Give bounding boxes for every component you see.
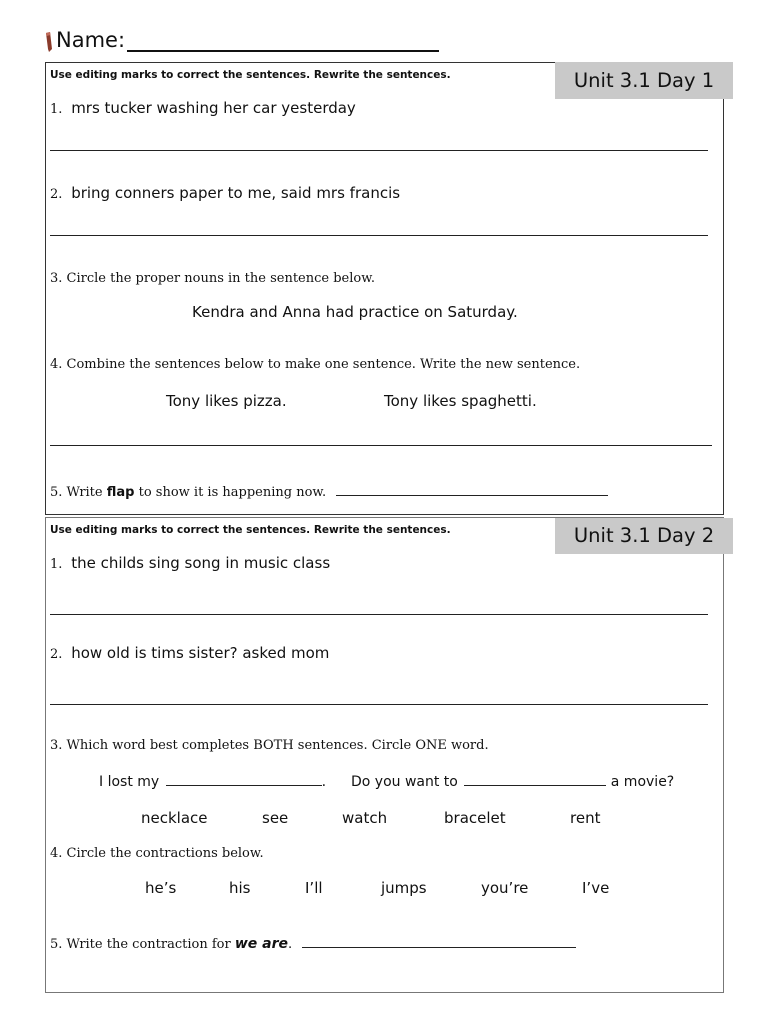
day1-worksheet [45,62,724,515]
day1-instructions: Use editing marks to correct the sentences. Rewrite the sentences. [50,69,451,81]
day2-q5: 5. Write the contraction for we are. [50,935,576,952]
day2-q1: 1. the childs sing song in music class [50,554,331,572]
day2-q5-word: we are [234,936,288,952]
day2-instructions: Use editing marks to correct the sentences. Rewrite the sentences. [50,524,451,536]
day1-q1-text: mrs tucker washing her car yesterday [71,99,356,117]
pencil-icon [45,32,53,52]
day2-q4-choice-jumps[interactable]: jumps [381,879,427,897]
day1-q1: 1. mrs tucker washing her car yesterday [50,99,356,117]
day2-q4-choice-youre[interactable]: you’re [481,879,529,897]
day2-q4-choice-hes[interactable]: he’s [145,879,177,897]
day2-q2-answer-line[interactable] [50,704,708,705]
day2-q4-choice-ill[interactable]: I’ll [305,879,323,897]
name-input-line[interactable] [127,30,439,52]
day2-q2-text: how old is tims sister? asked mom [71,644,330,662]
day2-q1-answer-line[interactable] [50,614,708,615]
day1-q2: 2. bring conners paper to me, said mrs francis [50,184,401,202]
day2-q3-choice-watch[interactable]: watch [342,809,388,827]
day2-worksheet [45,517,724,993]
day1-q3-prompt: 3. Circle the proper nouns in the sentence below. [50,271,375,286]
day2-q4-prompt: 4. Circle the contractions below. [50,846,264,861]
day2-q3-blank-b[interactable] [464,773,606,786]
day1-q4-prompt: 4. Combine the sentences below to make one sentence. Write the new sentence. [50,357,581,372]
day1-q2-text: bring conners paper to me, said mrs francis [71,184,401,202]
day2-q5-answer-blank[interactable] [302,935,576,948]
day1-unit-badge: Unit 3.1 Day 1 [555,62,733,99]
day1-q5: 5. Write flap to show it is happening now. [50,483,608,500]
day2-q3-choice-necklace[interactable]: necklace [141,809,208,827]
name-label: Name: [56,28,126,52]
day2-q3-sentence-a: I lost my . [99,774,327,790]
day1-q5-word: flap [106,485,135,500]
day1-q4-sentence-b: Tony likes spaghetti. [384,392,537,410]
name-row [45,28,439,52]
day1-q1-answer-line[interactable] [50,150,708,151]
day2-q3-blank-a[interactable] [166,773,322,786]
day2-q2: 2. how old is tims sister? asked mom [50,644,330,662]
day2-unit-badge: Unit 3.1 Day 2 [555,518,733,554]
day2-q4-choice-his[interactable]: his [229,879,251,897]
day2-q3-choice-see[interactable]: see [262,809,289,827]
day2-q3-sentence-b: Do you want to a movie? [351,774,675,790]
day2-q3-prompt: 3. Which word best completes BOTH sentences. Circle ONE word. [50,738,489,753]
day1-q4-sentence-a: Tony likes pizza. [166,392,287,410]
day2-q1-text: the childs sing song in music class [71,554,331,572]
day1-q3-sentence: Kendra and Anna had practice on Saturday. [192,303,518,321]
day2-q3-choice-bracelet[interactable]: bracelet [444,809,506,827]
day1-q4-answer-line[interactable] [50,445,712,446]
day2-q4-choice-ive[interactable]: I’ve [582,879,610,897]
day1-q5-answer-blank[interactable] [336,483,608,496]
day1-q2-answer-line[interactable] [50,235,708,236]
day2-q3-choice-rent[interactable]: rent [570,809,601,827]
